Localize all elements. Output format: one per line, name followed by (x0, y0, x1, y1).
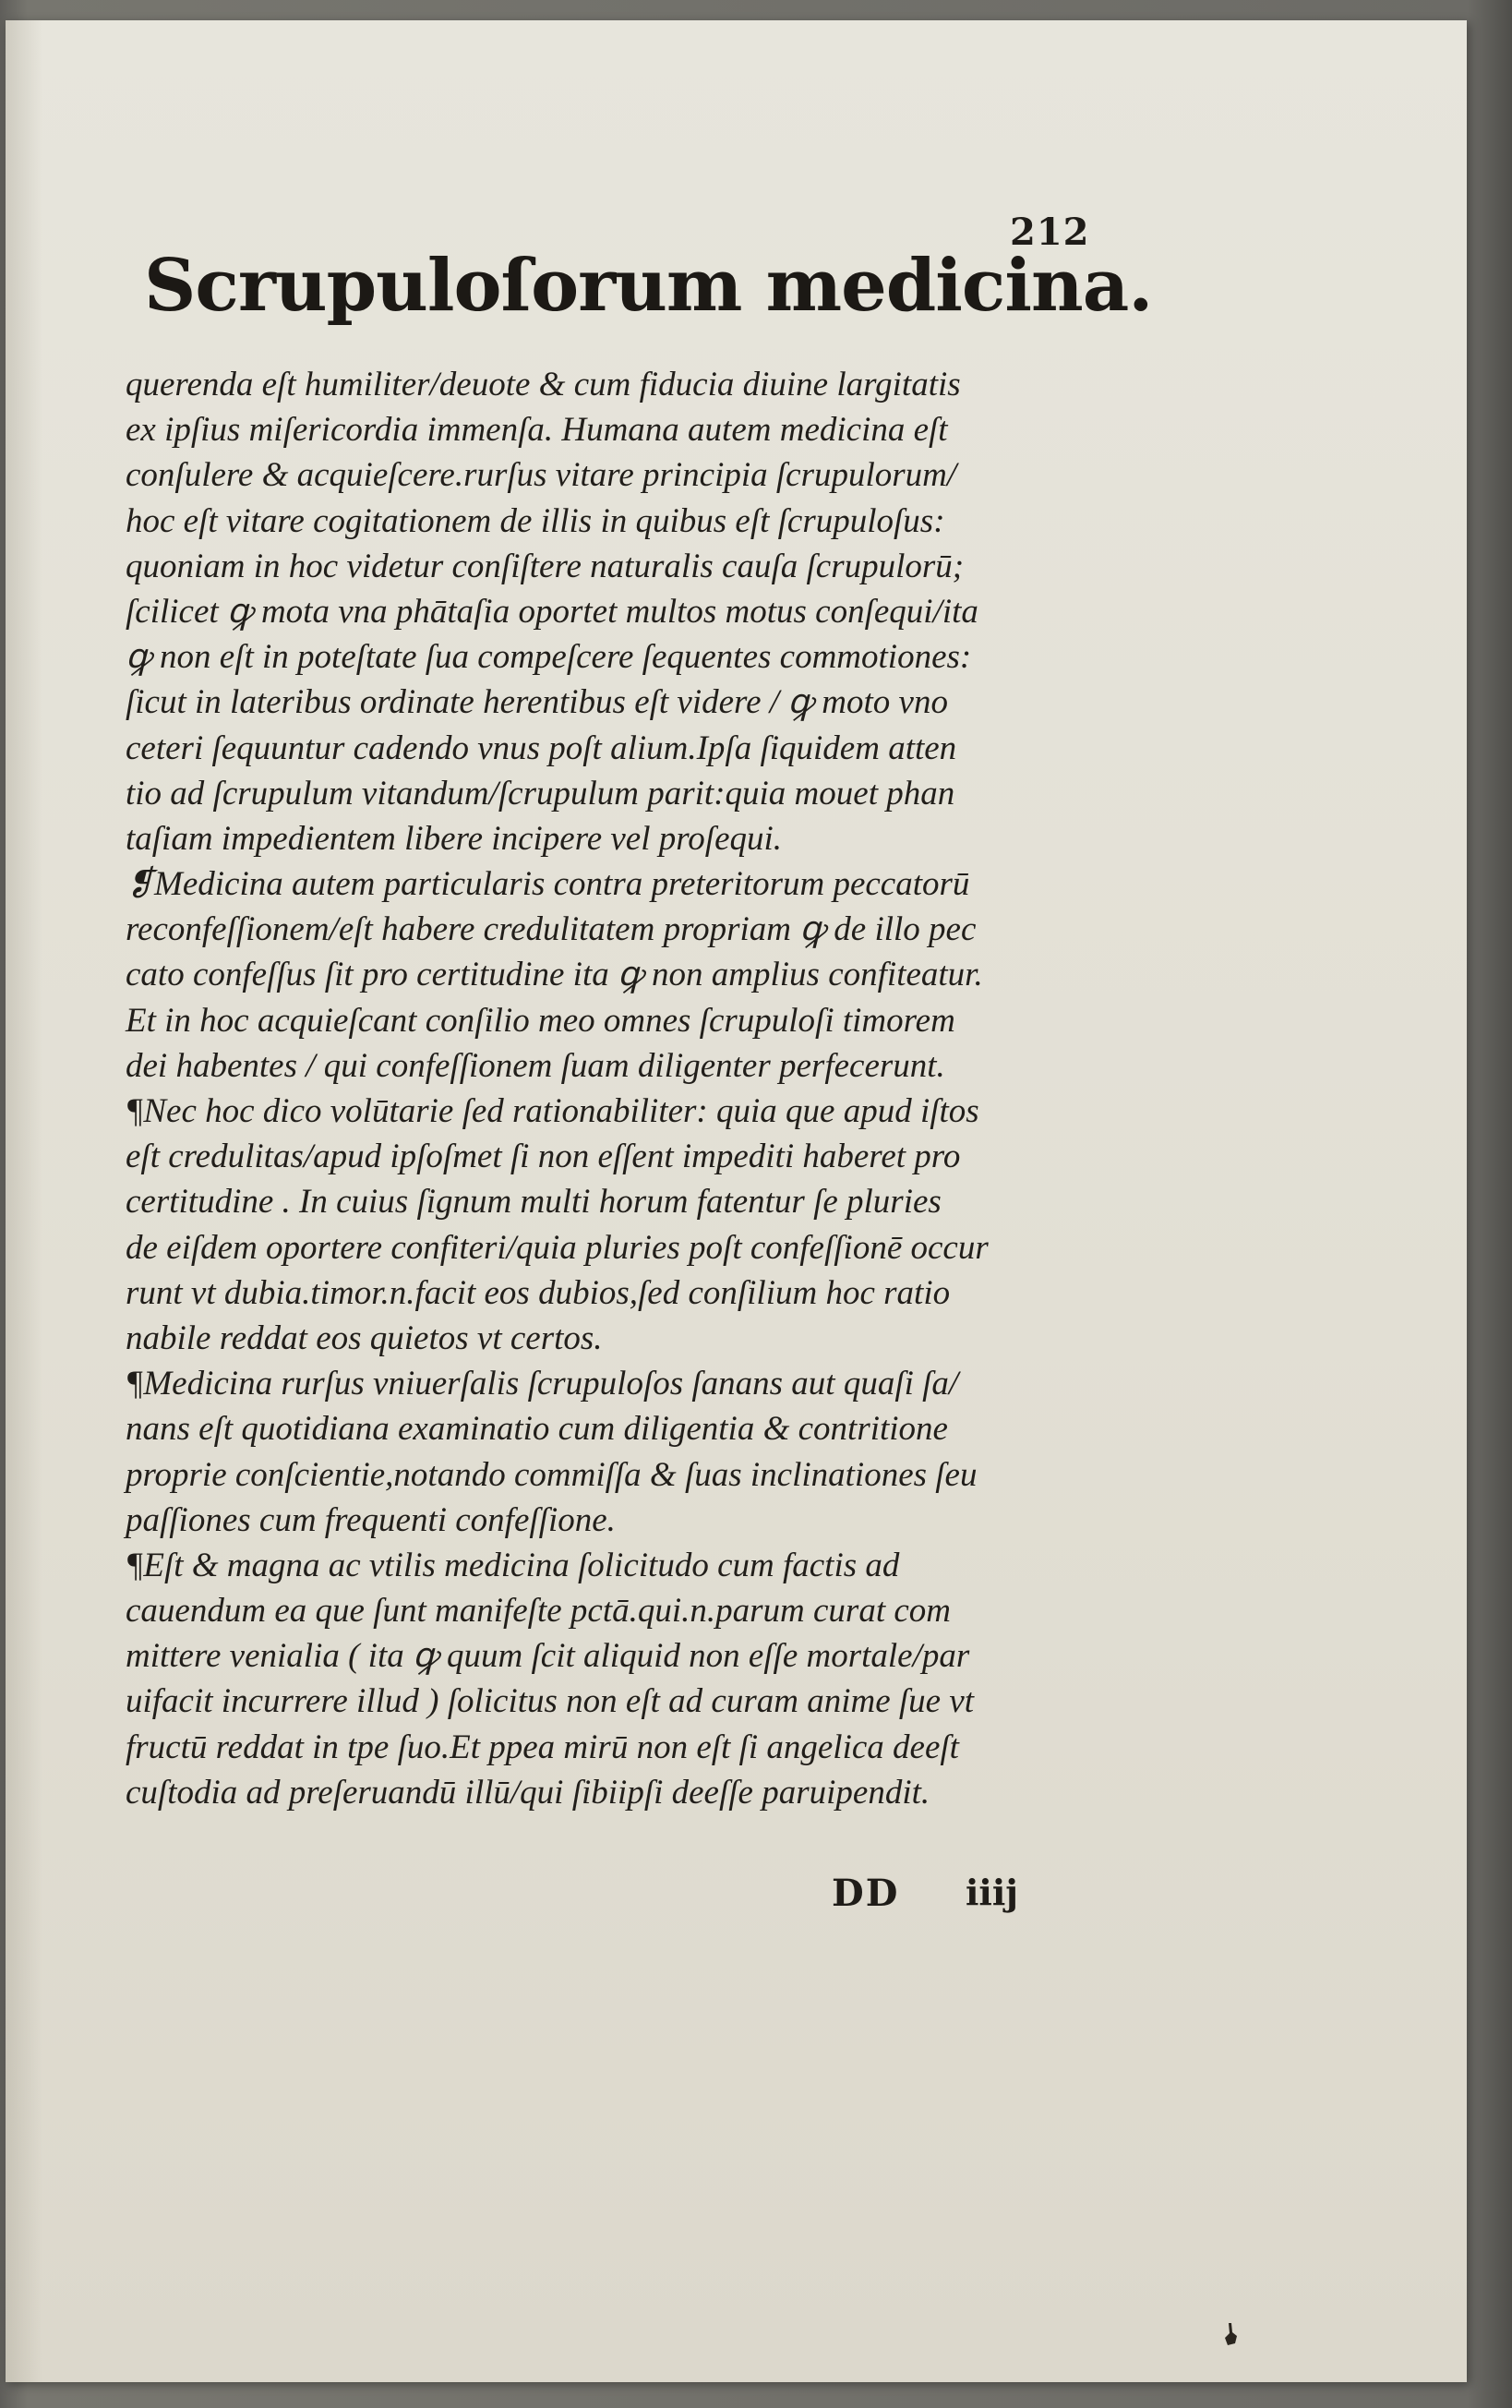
text-line: hoc eſt vitare cogitationem de illis in quibus eſt ſcrupuloſus: (126, 501, 945, 540)
text-line: ſicut in lateribus ordinate herentibus eſt videre / ꝙ moto vno (126, 683, 948, 722)
text-line: certitudine . In cuius ſignum multi horum fatentur ſe pluries (126, 1183, 942, 1222)
ink-blot-mark (1222, 2323, 1239, 2347)
text-line: ꝙ non eſt in poteſtate ſua compeſcere ſequentes commotiones: (126, 638, 972, 677)
text-line: cuſtodia ad preſeruandū illū/qui ſibiipſi deeſſe paruipendit. (126, 1773, 930, 1812)
leaf-number: iiij (966, 1872, 1019, 1913)
text-line: taſiam impedientem libere incipere vel proſequi. (126, 819, 783, 858)
text-line: nans eſt quotidiana examinatio cum diligentia & contritione (126, 1410, 948, 1449)
text-line: paſſiones cum frequenti confeſſione. (126, 1500, 616, 1539)
text-line: conſulere & acquieſcere.rurſus vitare principia ſcrupulorum/ (126, 456, 957, 495)
signature-mark: DD (832, 1872, 900, 1915)
text-line: ¶Eſt & magna ac vtilis medicina ſolicitudo cum factis ad (126, 1546, 900, 1584)
text-line: proprie conſcientie,notando commiſſa & ſuas inclinationes ſeu (126, 1455, 978, 1494)
text-line: fructū reddat in tpe ſuo.Et ppea mirū non eſt ſi angelica deeſt (126, 1728, 959, 1766)
text-line: ex ipſius miſericordia immenſa. Humana autem medicina eſt (126, 411, 948, 450)
book-page (6, 20, 1467, 2382)
text-line: ſcilicet ꝙ mota vna phātaſia oportet multos motus conſequi/ita (126, 592, 978, 631)
folio-number: 212 (1010, 211, 1090, 254)
body-text (126, 362, 1086, 1815)
text-line: mittere venialia ( ita ꝙ quum ſcit aliquid non eſſe mortale/par (126, 1637, 970, 1676)
text-line: dei habentes / qui confeſſionem ſuam diligenter perfecerunt. (126, 1046, 945, 1085)
text-line: ceteri ſequuntur cadendo vnus poſt alium.Ipſa ſiquidem atten (126, 728, 957, 767)
text-line: quoniam in hoc videtur conſiſtere naturalis cauſa ſcrupulorū; (126, 547, 965, 585)
text-line: ¶Nec hoc dico volūtarie ſed rationabiliter: quia que apud iſtos (126, 1092, 979, 1130)
running-title: Scrupuloſorum medicina. (144, 244, 1153, 328)
text-line: nabile reddat eos quietos vt certos. (126, 1318, 603, 1357)
text-line: ¶Medicina rurſus vniuerſalis ſcrupuloſos ſanans aut quaſi ſa/ (126, 1365, 959, 1403)
text-line: tio ad ſcrupulum vitandum/ſcrupulum parit:quia mouet phan (126, 774, 955, 813)
text-line: de eiſdem oportere confiteri/quia pluries poſt confeſſionē occur (126, 1228, 989, 1267)
text-line: ❡Medicina autem particularis contra preteritorum peccatorū (126, 865, 970, 904)
text-line: querenda eſt humiliter/deuote & cum fiducia diuine largitatis (126, 366, 961, 403)
text-line: uifacit incurrere illud ) ſolicitus non eſt ad curam anime ſue vt (126, 1682, 975, 1721)
text-line: cato confeſſus ſit pro certitudine ita ꝙ non amplius confiteatur. (126, 956, 983, 994)
text-line: reconfeſſionem/eſt habere credulitatem propriam ꝙ de illo pec (126, 910, 977, 949)
text-line: Et in hoc acquieſcant conſilio meo omnes ſcrupuloſi timorem (126, 1001, 955, 1040)
text-line: cauendum ea que ſunt manifeſte pctā.qui.n.parum curat com (126, 1592, 951, 1631)
text-line: runt vt dubia.timor.n.facit eos dubios,ſed conſilium hoc ratio (126, 1273, 951, 1312)
text-line: eſt credulitas/apud ipſoſmet ſi non eſſent impediti haberet pro (126, 1138, 961, 1176)
